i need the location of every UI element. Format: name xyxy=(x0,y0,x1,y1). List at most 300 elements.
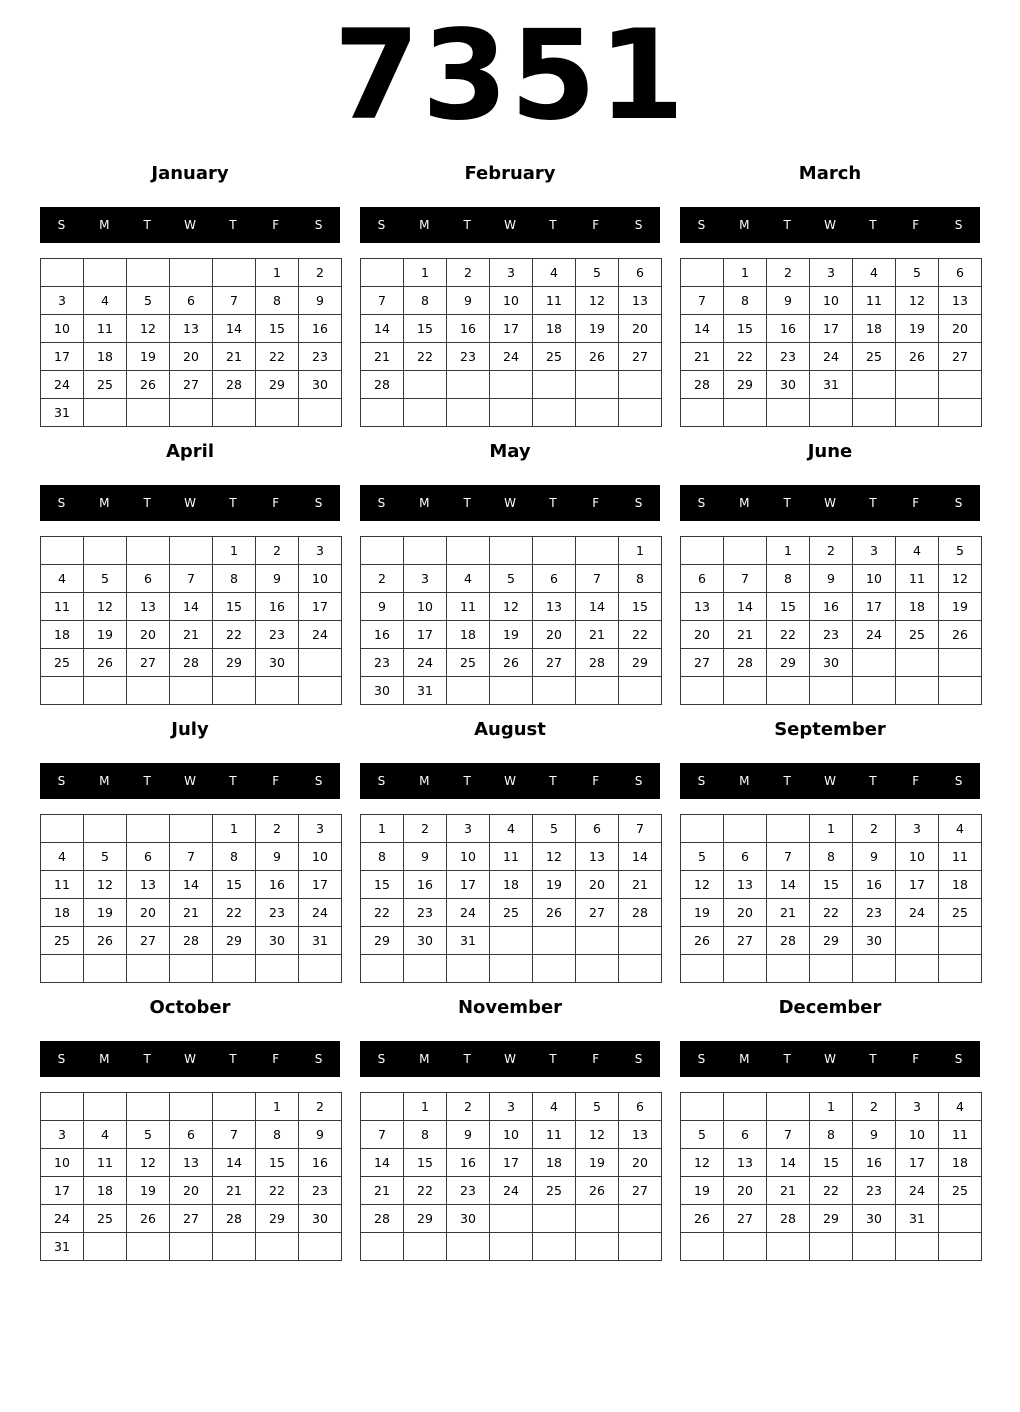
day-cell: 14 xyxy=(576,593,619,621)
day-cell: 3 xyxy=(299,537,342,565)
day-cell: 25 xyxy=(939,899,982,927)
weekday-header xyxy=(40,207,340,243)
day-cell: 25 xyxy=(533,1177,576,1205)
day-cell: 29 xyxy=(361,927,404,955)
month-name: February xyxy=(464,163,556,184)
day-cell: 21 xyxy=(619,871,662,899)
weekday-label: S xyxy=(697,218,706,232)
day-cell: 13 xyxy=(681,593,724,621)
day-cell: 19 xyxy=(896,315,939,343)
empty-day-cell xyxy=(896,955,939,983)
day-cell: 21 xyxy=(213,343,256,371)
weekday-header xyxy=(40,1041,340,1077)
day-cell: 7 xyxy=(170,843,213,871)
day-cell: 6 xyxy=(533,565,576,593)
day-cell: 13 xyxy=(619,1121,662,1149)
day-cell: 4 xyxy=(896,537,939,565)
day-cell: 8 xyxy=(256,1121,299,1149)
empty-day-cell xyxy=(896,371,939,399)
weekday-label: W xyxy=(504,774,516,788)
day-cell: 22 xyxy=(213,899,256,927)
day-cell: 18 xyxy=(533,1149,576,1177)
day-cell: 19 xyxy=(84,899,127,927)
day-cell: 6 xyxy=(939,259,982,287)
day-cell: 27 xyxy=(939,343,982,371)
day-cell: 24 xyxy=(299,621,342,649)
day-cell: 11 xyxy=(939,1121,982,1149)
day-cell: 20 xyxy=(576,871,619,899)
day-cell: 11 xyxy=(84,1149,127,1177)
weekday-label: F xyxy=(912,774,920,788)
day-cell: 1 xyxy=(810,1093,853,1121)
day-cell: 10 xyxy=(404,593,447,621)
day-cell: 8 xyxy=(404,287,447,315)
weekday-label: S xyxy=(954,774,963,788)
day-cell: 29 xyxy=(724,371,767,399)
day-cell: 3 xyxy=(41,287,84,315)
weekday-label: F xyxy=(912,218,920,232)
empty-day-cell xyxy=(576,371,619,399)
day-cell: 5 xyxy=(84,565,127,593)
weekday-header xyxy=(680,1041,980,1077)
week-row xyxy=(681,871,982,899)
day-cell: 5 xyxy=(896,259,939,287)
weekday-label: S xyxy=(634,774,643,788)
day-cell: 7 xyxy=(213,287,256,315)
weekday-label: F xyxy=(912,1052,920,1066)
empty-day-cell xyxy=(41,1093,84,1121)
day-cell: 14 xyxy=(213,1149,256,1177)
week-row xyxy=(41,287,342,315)
weekday-label: W xyxy=(184,774,196,788)
empty-day-cell xyxy=(767,815,810,843)
day-cell: 9 xyxy=(810,565,853,593)
day-cell: 6 xyxy=(681,565,724,593)
day-cell: 19 xyxy=(127,343,170,371)
day-cell: 14 xyxy=(619,843,662,871)
day-cell: 9 xyxy=(853,1121,896,1149)
week-row xyxy=(361,315,662,343)
day-cell: 18 xyxy=(84,343,127,371)
weekday-label: M xyxy=(739,1052,750,1066)
day-cell: 16 xyxy=(361,621,404,649)
week-row xyxy=(681,1149,982,1177)
empty-day-cell xyxy=(170,1233,213,1261)
empty-day-cell xyxy=(724,677,767,705)
empty-day-cell xyxy=(810,677,853,705)
day-cell: 23 xyxy=(256,899,299,927)
day-cell: 13 xyxy=(939,287,982,315)
empty-day-cell xyxy=(576,1205,619,1233)
week-row xyxy=(41,537,342,565)
week-row xyxy=(681,315,982,343)
week-row xyxy=(361,871,662,899)
day-cell: 14 xyxy=(361,1149,404,1177)
day-cell: 8 xyxy=(213,843,256,871)
day-cell: 30 xyxy=(810,649,853,677)
empty-day-cell xyxy=(533,1205,576,1233)
day-cell: 1 xyxy=(404,259,447,287)
day-cell: 3 xyxy=(490,259,533,287)
day-cell: 5 xyxy=(576,259,619,287)
weekday-label: F xyxy=(272,496,280,510)
weekday-label: T xyxy=(549,218,557,232)
day-cell: 15 xyxy=(256,315,299,343)
weekday-label: S xyxy=(377,218,386,232)
day-cell: 23 xyxy=(767,343,810,371)
day-cell: 11 xyxy=(84,315,127,343)
day-cell: 10 xyxy=(896,843,939,871)
day-cell: 15 xyxy=(404,315,447,343)
day-cell: 7 xyxy=(767,843,810,871)
empty-day-cell xyxy=(533,927,576,955)
weekday-label: S xyxy=(377,774,386,788)
day-cell: 22 xyxy=(724,343,767,371)
day-cell: 26 xyxy=(896,343,939,371)
day-cell: 17 xyxy=(810,315,853,343)
weekday-label: T xyxy=(869,218,877,232)
day-cell: 13 xyxy=(170,315,213,343)
week-row xyxy=(41,565,342,593)
week-row xyxy=(361,621,662,649)
weekday-header xyxy=(680,207,980,243)
day-cell: 17 xyxy=(41,343,84,371)
day-cell: 7 xyxy=(767,1121,810,1149)
day-grid xyxy=(680,1092,982,1261)
day-cell: 27 xyxy=(724,927,767,955)
day-cell: 30 xyxy=(767,371,810,399)
day-cell: 14 xyxy=(767,871,810,899)
day-cell: 24 xyxy=(299,899,342,927)
weekday-label: T xyxy=(549,774,557,788)
day-cell: 18 xyxy=(84,1177,127,1205)
day-cell: 15 xyxy=(213,593,256,621)
day-cell: 13 xyxy=(619,287,662,315)
day-cell: 13 xyxy=(724,1149,767,1177)
empty-day-cell xyxy=(853,649,896,677)
day-cell: 17 xyxy=(896,871,939,899)
weekday-label: T xyxy=(229,1052,237,1066)
empty-day-cell xyxy=(767,399,810,427)
day-cell: 16 xyxy=(447,1149,490,1177)
weekday-header xyxy=(360,763,660,799)
day-cell: 8 xyxy=(361,843,404,871)
day-cell: 30 xyxy=(299,371,342,399)
day-cell: 30 xyxy=(853,927,896,955)
day-cell: 19 xyxy=(576,315,619,343)
day-cell: 23 xyxy=(361,649,404,677)
weekday-label: S xyxy=(57,218,66,232)
day-cell: 27 xyxy=(127,649,170,677)
day-cell: 23 xyxy=(299,343,342,371)
day-cell: 25 xyxy=(84,371,127,399)
day-cell: 6 xyxy=(576,815,619,843)
week-row xyxy=(681,927,982,955)
weekday-header xyxy=(360,485,660,521)
week-row xyxy=(361,955,662,983)
day-cell: 27 xyxy=(170,371,213,399)
empty-day-cell xyxy=(576,677,619,705)
weekday-label: S xyxy=(57,496,66,510)
empty-day-cell xyxy=(533,371,576,399)
weekday-label: T xyxy=(143,218,151,232)
week-row xyxy=(361,343,662,371)
day-cell: 8 xyxy=(619,565,662,593)
week-row xyxy=(361,927,662,955)
day-cell: 20 xyxy=(127,621,170,649)
day-cell: 12 xyxy=(533,843,576,871)
empty-day-cell xyxy=(404,371,447,399)
day-cell: 8 xyxy=(256,287,299,315)
day-cell: 3 xyxy=(810,259,853,287)
day-cell: 31 xyxy=(896,1205,939,1233)
day-cell: 5 xyxy=(939,537,982,565)
week-row xyxy=(361,537,662,565)
day-cell: 9 xyxy=(767,287,810,315)
day-cell: 4 xyxy=(84,1121,127,1149)
empty-day-cell xyxy=(170,815,213,843)
day-cell: 13 xyxy=(724,871,767,899)
day-cell: 25 xyxy=(939,1177,982,1205)
day-cell: 9 xyxy=(256,565,299,593)
day-cell: 26 xyxy=(127,1205,170,1233)
day-cell: 24 xyxy=(853,621,896,649)
day-cell: 2 xyxy=(853,815,896,843)
week-row xyxy=(41,871,342,899)
day-cell: 12 xyxy=(84,871,127,899)
day-cell: 11 xyxy=(853,287,896,315)
week-row xyxy=(361,899,662,927)
day-cell: 4 xyxy=(490,815,533,843)
empty-day-cell xyxy=(84,815,127,843)
day-cell: 4 xyxy=(84,287,127,315)
day-cell: 26 xyxy=(84,649,127,677)
day-cell: 21 xyxy=(170,899,213,927)
day-cell: 30 xyxy=(404,927,447,955)
day-cell: 13 xyxy=(170,1149,213,1177)
day-cell: 23 xyxy=(853,899,896,927)
week-row xyxy=(681,621,982,649)
day-cell: 19 xyxy=(939,593,982,621)
day-cell: 27 xyxy=(619,343,662,371)
empty-day-cell xyxy=(533,399,576,427)
day-cell: 15 xyxy=(810,1149,853,1177)
day-cell: 13 xyxy=(127,593,170,621)
day-cell: 9 xyxy=(299,287,342,315)
empty-day-cell xyxy=(490,1233,533,1261)
weekday-label: F xyxy=(592,496,600,510)
day-cell: 18 xyxy=(41,621,84,649)
empty-day-cell xyxy=(896,649,939,677)
day-cell: 5 xyxy=(681,1121,724,1149)
day-cell: 21 xyxy=(724,621,767,649)
day-cell: 11 xyxy=(896,565,939,593)
week-row xyxy=(681,399,982,427)
month-name: June xyxy=(807,441,853,462)
empty-day-cell xyxy=(213,677,256,705)
day-cell: 10 xyxy=(41,1149,84,1177)
empty-day-cell xyxy=(619,399,662,427)
empty-day-cell xyxy=(853,677,896,705)
day-cell: 14 xyxy=(767,1149,810,1177)
day-cell: 5 xyxy=(490,565,533,593)
empty-day-cell xyxy=(939,677,982,705)
weekday-label: T xyxy=(783,496,791,510)
day-cell: 11 xyxy=(41,871,84,899)
weekday-header xyxy=(360,207,660,243)
day-cell: 22 xyxy=(213,621,256,649)
week-row xyxy=(681,287,982,315)
year-title: 7351 xyxy=(333,4,687,148)
week-row xyxy=(361,593,662,621)
week-row xyxy=(681,343,982,371)
day-cell: 3 xyxy=(490,1093,533,1121)
weekday-label: S xyxy=(697,496,706,510)
week-row xyxy=(41,593,342,621)
empty-day-cell xyxy=(767,1233,810,1261)
empty-day-cell xyxy=(213,1093,256,1121)
day-cell: 29 xyxy=(767,649,810,677)
weekday-label: S xyxy=(57,1052,66,1066)
day-cell: 22 xyxy=(810,1177,853,1205)
week-row xyxy=(681,1205,982,1233)
empty-day-cell xyxy=(810,399,853,427)
day-cell: 12 xyxy=(127,1149,170,1177)
day-cell: 22 xyxy=(256,1177,299,1205)
day-cell: 4 xyxy=(853,259,896,287)
day-cell: 27 xyxy=(170,1205,213,1233)
day-cell: 2 xyxy=(810,537,853,565)
day-cell: 1 xyxy=(213,537,256,565)
day-cell: 6 xyxy=(724,1121,767,1149)
empty-day-cell xyxy=(810,1233,853,1261)
empty-day-cell xyxy=(361,1093,404,1121)
week-row xyxy=(681,259,982,287)
day-cell: 20 xyxy=(619,1149,662,1177)
month-name: May xyxy=(489,441,531,462)
empty-day-cell xyxy=(127,1093,170,1121)
empty-day-cell xyxy=(299,1233,342,1261)
weekday-label: S xyxy=(697,1052,706,1066)
weekday-label: M xyxy=(419,1052,430,1066)
day-cell: 8 xyxy=(810,843,853,871)
weekday-label: F xyxy=(592,1052,600,1066)
day-cell: 11 xyxy=(939,843,982,871)
day-cell: 8 xyxy=(404,1121,447,1149)
empty-day-cell xyxy=(361,1233,404,1261)
day-cell: 26 xyxy=(84,927,127,955)
day-cell: 29 xyxy=(256,371,299,399)
week-row xyxy=(41,955,342,983)
weekday-label: S xyxy=(954,496,963,510)
week-row xyxy=(41,343,342,371)
day-cell: 26 xyxy=(681,927,724,955)
day-grid xyxy=(680,814,982,983)
weekday-header xyxy=(40,763,340,799)
day-cell: 18 xyxy=(447,621,490,649)
empty-day-cell xyxy=(619,371,662,399)
day-cell: 4 xyxy=(41,565,84,593)
weekday-label: S xyxy=(697,774,706,788)
day-cell: 22 xyxy=(404,343,447,371)
empty-day-cell xyxy=(84,259,127,287)
day-cell: 19 xyxy=(681,1177,724,1205)
day-cell: 19 xyxy=(490,621,533,649)
day-cell: 1 xyxy=(213,815,256,843)
weekday-label: M xyxy=(99,496,110,510)
day-cell: 14 xyxy=(724,593,767,621)
empty-day-cell xyxy=(404,1233,447,1261)
day-cell: 12 xyxy=(490,593,533,621)
day-cell: 29 xyxy=(404,1205,447,1233)
day-cell: 4 xyxy=(939,1093,982,1121)
week-row xyxy=(41,1233,342,1261)
day-cell: 18 xyxy=(896,593,939,621)
day-grid xyxy=(40,536,342,705)
weekday-label: T xyxy=(229,218,237,232)
empty-day-cell xyxy=(404,955,447,983)
day-cell: 5 xyxy=(533,815,576,843)
weekday-header xyxy=(680,485,980,521)
empty-day-cell xyxy=(576,399,619,427)
day-cell: 25 xyxy=(533,343,576,371)
weekday-label: S xyxy=(314,774,323,788)
empty-day-cell xyxy=(490,927,533,955)
day-cell: 16 xyxy=(810,593,853,621)
week-row xyxy=(361,843,662,871)
week-row xyxy=(681,1177,982,1205)
weekday-label: W xyxy=(504,218,516,232)
empty-day-cell xyxy=(681,1233,724,1261)
day-cell: 29 xyxy=(619,649,662,677)
week-row xyxy=(681,649,982,677)
day-cell: 6 xyxy=(170,287,213,315)
empty-day-cell xyxy=(299,677,342,705)
weekday-label: T xyxy=(783,1052,791,1066)
empty-day-cell xyxy=(447,537,490,565)
empty-day-cell xyxy=(681,815,724,843)
day-grid xyxy=(40,814,342,983)
week-row xyxy=(361,287,662,315)
day-cell: 7 xyxy=(361,287,404,315)
day-cell: 2 xyxy=(299,259,342,287)
empty-day-cell xyxy=(576,955,619,983)
empty-day-cell xyxy=(256,677,299,705)
day-cell: 12 xyxy=(896,287,939,315)
day-cell: 1 xyxy=(724,259,767,287)
week-row xyxy=(681,371,982,399)
weekday-label: S xyxy=(57,774,66,788)
day-cell: 14 xyxy=(681,315,724,343)
empty-day-cell xyxy=(853,955,896,983)
day-cell: 4 xyxy=(533,1093,576,1121)
day-cell: 28 xyxy=(170,927,213,955)
empty-day-cell xyxy=(41,955,84,983)
empty-day-cell xyxy=(490,537,533,565)
week-row xyxy=(361,677,662,705)
day-cell: 18 xyxy=(533,315,576,343)
day-cell: 24 xyxy=(810,343,853,371)
day-cell: 31 xyxy=(299,927,342,955)
day-cell: 18 xyxy=(853,315,896,343)
empty-day-cell xyxy=(127,677,170,705)
day-cell: 9 xyxy=(299,1121,342,1149)
weekday-label: T xyxy=(783,774,791,788)
day-cell: 31 xyxy=(41,1233,84,1261)
week-row xyxy=(41,621,342,649)
weekday-label: M xyxy=(419,774,430,788)
day-cell: 7 xyxy=(213,1121,256,1149)
